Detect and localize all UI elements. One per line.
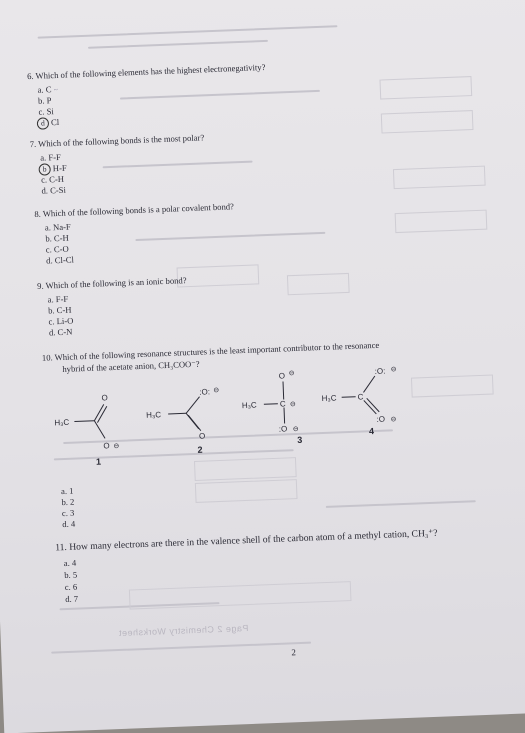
svg-text:⊖: ⊖ bbox=[113, 442, 120, 451]
methyl-label: H₃C bbox=[54, 417, 70, 428]
svg-text:O: O bbox=[278, 371, 286, 381]
question-10-prompt-line1: 10. Which of the following resonance structures is the least important contributor to the resonance bbox=[41, 339, 380, 363]
question-10-prompt-line2: hybrid of the acetate anion, CH₃COO⁻? bbox=[62, 358, 200, 374]
methyl-label: H₃C bbox=[146, 410, 162, 420]
answer-option[interactable]: d. Cl-Cl bbox=[45, 254, 75, 266]
svg-text:O: O bbox=[198, 431, 206, 441]
svg-text:⊖: ⊖ bbox=[390, 416, 397, 424]
svg-text:⊖: ⊖ bbox=[292, 425, 299, 434]
svg-text:C: C bbox=[279, 399, 286, 409]
svg-text:O: O bbox=[103, 441, 110, 451]
bleed-box bbox=[177, 264, 260, 287]
svg-text::O: :O bbox=[278, 424, 288, 434]
answer-option[interactable]: c. C-O bbox=[45, 243, 69, 255]
structure-number: 4 bbox=[368, 426, 375, 437]
answer-option[interactable]: b. C-H bbox=[45, 232, 69, 244]
structure-number: 3 bbox=[297, 434, 303, 446]
svg-text:⊖: ⊖ bbox=[289, 401, 296, 409]
answer-option[interactable]: d. 4 bbox=[62, 518, 76, 530]
bleed-box bbox=[129, 581, 352, 610]
svg-text:⊖: ⊖ bbox=[213, 386, 220, 395]
answer-option[interactable]: b. 5 bbox=[64, 569, 78, 581]
svg-text::O: :O bbox=[376, 414, 386, 424]
answer-option[interactable]: b. 2 bbox=[61, 496, 75, 508]
methyl-label: H₃C bbox=[321, 393, 337, 404]
bleed-box bbox=[379, 76, 472, 100]
bleed-line bbox=[88, 40, 268, 49]
bleed-line bbox=[120, 90, 320, 100]
answer-option[interactable]: a. 1 bbox=[60, 485, 74, 497]
bleed-box bbox=[287, 273, 350, 295]
answer-option[interactable]: d. C-N bbox=[48, 326, 73, 338]
page-number: 2 bbox=[291, 647, 297, 658]
resonance-structure-1 bbox=[74, 404, 108, 439]
structure-number: 1 bbox=[95, 456, 102, 467]
bleed-line bbox=[51, 642, 311, 654]
question-11-prompt: 11. How many electrons are there in the valence shell of the carbon atom of a methyl cation, CH₃⁺? bbox=[55, 527, 438, 554]
bleed-through-text: Page 2 Chemistry Worksheet bbox=[118, 623, 249, 639]
svg-text:O: O bbox=[101, 393, 108, 403]
answer-option[interactable]: a. 4 bbox=[63, 557, 77, 569]
resonance-structures bbox=[51, 364, 434, 471]
answer-option[interactable]: a. F-F bbox=[47, 293, 69, 305]
question-8-prompt: 8. Which of the following bonds is a polar covalent bond? bbox=[34, 201, 235, 219]
structure-number: 2 bbox=[197, 444, 203, 455]
answer-option[interactable]: d. 7 bbox=[65, 593, 79, 605]
bleed-line bbox=[135, 232, 325, 241]
svg-text:⊖: ⊖ bbox=[390, 366, 397, 374]
methyl-label: H₃C bbox=[241, 400, 257, 411]
svg-text:⊖: ⊖ bbox=[288, 370, 295, 378]
answer-option[interactable]: a. Na-F bbox=[44, 221, 71, 233]
answer-option[interactable]: c. C-H bbox=[40, 173, 65, 185]
bleed-line bbox=[326, 500, 476, 508]
question-6-prompt: 6. Which of the following elements has the highest electronegativity? bbox=[26, 61, 266, 82]
answer-option[interactable]: c. 3 bbox=[61, 507, 75, 519]
svg-text::O:: :O: bbox=[199, 387, 211, 397]
bleed-line bbox=[103, 161, 253, 169]
svg-text:C: C bbox=[357, 392, 364, 402]
bleed-box bbox=[381, 110, 474, 134]
question-9-prompt: 9. Which of the following is an ionic bond? bbox=[36, 275, 187, 291]
bleed-box bbox=[195, 479, 298, 503]
answer-option-selected[interactable]: d Cl bbox=[37, 117, 60, 130]
answer-option-selected[interactable]: b H-F bbox=[38, 163, 66, 176]
resonance-structure-2 bbox=[168, 397, 201, 432]
answer-option[interactable]: c. Li-O bbox=[48, 315, 74, 327]
question-7-prompt: 7. Which of the following bonds is the most polar? bbox=[29, 132, 205, 150]
answer-option[interactable]: b. P bbox=[37, 95, 52, 106]
answer-option[interactable]: c. Si bbox=[38, 106, 54, 117]
bleed-box bbox=[395, 210, 488, 234]
bleed-line bbox=[38, 25, 338, 39]
selection-circle: d bbox=[37, 117, 49, 129]
selection-circle: b bbox=[38, 163, 50, 175]
bleed-box bbox=[393, 166, 486, 190]
answer-option[interactable]: a. C ~ bbox=[37, 84, 58, 95]
svg-text::O:: :O: bbox=[374, 366, 386, 376]
answer-option[interactable]: c. 6 bbox=[64, 581, 78, 593]
answer-option[interactable]: b. C-H bbox=[47, 304, 72, 316]
handwritten-note: ~ bbox=[53, 84, 58, 95]
answer-option[interactable]: a. F-F bbox=[40, 151, 61, 163]
answer-option[interactable]: d. C-Si bbox=[41, 184, 67, 196]
